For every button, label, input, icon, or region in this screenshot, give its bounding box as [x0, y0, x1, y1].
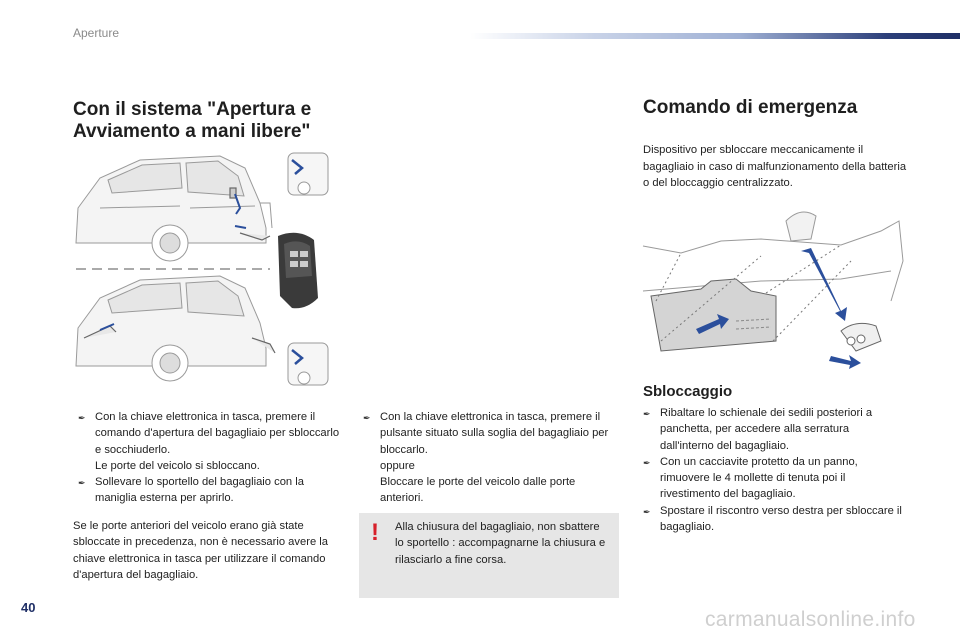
step-text: Con la chiave elettronica in tasca, premere il pulsante situato sulla soglia del bagagliaio per bloccarlo. — [380, 411, 609, 456]
bullet-icon: ✒ — [643, 457, 651, 468]
title-line-1: Con il sistema "Apertura e — [73, 99, 312, 120]
emergency-intro: Dispositivo per sbloccare meccanicamente il bagagliaio in caso di malfunzionamento della batteria o del bloccaggio centralizzato. — [643, 144, 907, 189]
bullet-icon: ✒ — [363, 413, 371, 423]
section-title-emergency: Comando di emergenza — [643, 97, 858, 118]
bullet-icon: ✒ — [78, 478, 86, 489]
bullet-icon: ✒ — [643, 506, 651, 517]
rear-inset-top — [288, 153, 328, 195]
boot-trim-illustration — [641, 201, 905, 371]
subsection-title-unlock: Sbloccaggio — [643, 383, 733, 400]
step-item — [643, 454, 905, 503]
step-text: Sollevare lo sportello del bagagliaio con la maniglia esterna per aprirlo. — [95, 476, 304, 505]
key-fob-icon — [278, 233, 318, 308]
step-item — [643, 503, 905, 536]
watermark-logo: carmanualsonline.info — [705, 608, 916, 631]
step-text: Con un cacciavite protetto da un panno, rimuovere le 4 mollette di tenuta poi il rivestimento del bagagliaio. — [660, 455, 858, 501]
arrow-right-icon — [829, 355, 861, 369]
step-text: Ribaltare lo schienale dei sedili posteriori a panchetta, per accedere alla serratura dall'interno del bagagliaio. — [660, 407, 873, 452]
section-label: Aperture — [73, 26, 120, 40]
bullet-icon: ✒ — [643, 409, 651, 419]
section-title-hands-free — [73, 99, 353, 143]
seatback — [786, 212, 816, 241]
trim-panel — [651, 279, 776, 351]
warning-icon: ! — [371, 519, 379, 546]
step-item — [78, 409, 340, 474]
car-top-illustration — [76, 156, 272, 261]
rear-inset-bottom — [288, 343, 328, 385]
locking-steps — [363, 409, 618, 507]
step-text: Con la chiave elettronica in tasca, premere il comando d'apertura del bagagliaio per sbloccarlo e socchiuderlo. — [95, 411, 340, 456]
step-alt: Bloccare le porte del veicolo dalle porte anteriori. — [380, 476, 576, 505]
boot-outline — [643, 221, 903, 301]
step-text: Spostare il riscontro verso destra per sbloccare il bagagliaio. — [660, 504, 902, 534]
title-line-2: Avviamento a mani libere" — [73, 121, 311, 142]
warning-text: Alla chiusura del bagagliaio, non sbattere lo sportello : accompagnarne la chiusura e rilasciarlo a fine corsa. — [395, 521, 606, 566]
step-item — [78, 474, 340, 507]
unlock-steps — [643, 405, 905, 535]
step-note: Le porte del veicolo si sbloccano. — [95, 459, 260, 472]
step-item — [363, 409, 618, 507]
lock-detail — [841, 323, 881, 351]
header-gradient-bar — [470, 33, 960, 39]
bullet-icon: ✒ — [78, 413, 86, 423]
step-or: oppure — [380, 459, 415, 472]
hands-free-steps — [78, 409, 340, 507]
hands-free-car-illustration — [70, 148, 332, 393]
note-paragraph: Se le porte anteriori del veicolo erano già state sbloccate in precedenza, non è necessario avere la chiave elettronica in tasca per utilizzare il comando d'apertura del bagagliaio. — [73, 520, 328, 581]
page-number: 40 — [21, 600, 36, 615]
step-item — [643, 405, 905, 454]
